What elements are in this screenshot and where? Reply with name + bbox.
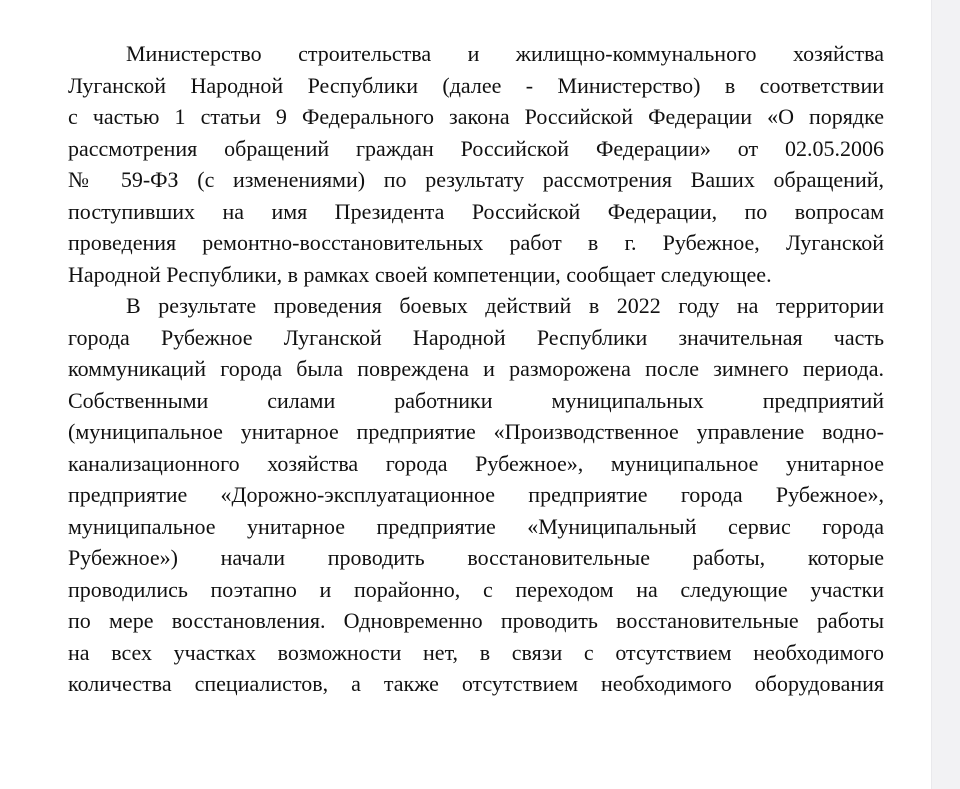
text-line: поступивших на имя Президента Российской Федерации, по вопросам bbox=[68, 198, 884, 224]
text-line: канализационного хозяйства города Рубежное», муниципальное унитарное bbox=[68, 450, 884, 476]
text-line: проводились поэтапно и порайонно, с переходом на следующие участки bbox=[68, 576, 884, 602]
text-line: Луганской Народной Республики (далее - Министерство) в соответствии bbox=[68, 72, 884, 98]
text-line: по мере восстановления. Одновременно проводить восстановительные работы bbox=[68, 608, 884, 633]
text-line: города Рубежное Луганской Народной Республики значительная часть bbox=[68, 324, 884, 350]
text-line: на всех участках возможности нет, в связи с отсутствием необходимого bbox=[68, 639, 884, 665]
text-line: (муниципальное унитарное предприятие «Производственное управление водно- bbox=[68, 419, 884, 444]
text-line: коммуникаций города была повреждена и разморожена после зимнего периода. bbox=[68, 356, 884, 381]
text-line: рассмотрения обращений граждан Российской Федерации» от 02.05.2006 bbox=[68, 135, 884, 161]
text-line: муниципальное унитарное предприятие «Муниципальный сервис города bbox=[68, 513, 884, 539]
text-line: предприятие «Дорожно-эксплуатационное предприятие города Рубежное», bbox=[68, 482, 884, 507]
letter-body bbox=[68, 38, 884, 700]
text-line: с частью 1 статьи 9 Федерального закона Российской Федерации «О порядке bbox=[68, 104, 884, 129]
text-line: Собственными силами работники муниципальных предприятий bbox=[68, 387, 884, 413]
text-line: Народной Республики, в рамках своей компетенции, сообщает следующее. bbox=[68, 261, 772, 287]
viewer-edge-strip bbox=[931, 0, 960, 789]
text-line: количества специалистов, а также отсутствием необходимого оборудования bbox=[68, 671, 884, 696]
text-line: № 59-ФЗ (с изменениями) по результату рассмотрения Ваших обращений, bbox=[68, 167, 884, 192]
text-line: В результате проведения боевых действий в 2022 году на территории bbox=[126, 293, 884, 318]
text-line: Рубежное») начали проводить восстановительные работы, которые bbox=[68, 545, 884, 570]
text-line: проведения ремонтно-восстановительных работ в г. Рубежное, Луганской bbox=[68, 230, 884, 255]
text-line: Министерство строительства и жилищно-коммунального хозяйства bbox=[126, 41, 884, 66]
